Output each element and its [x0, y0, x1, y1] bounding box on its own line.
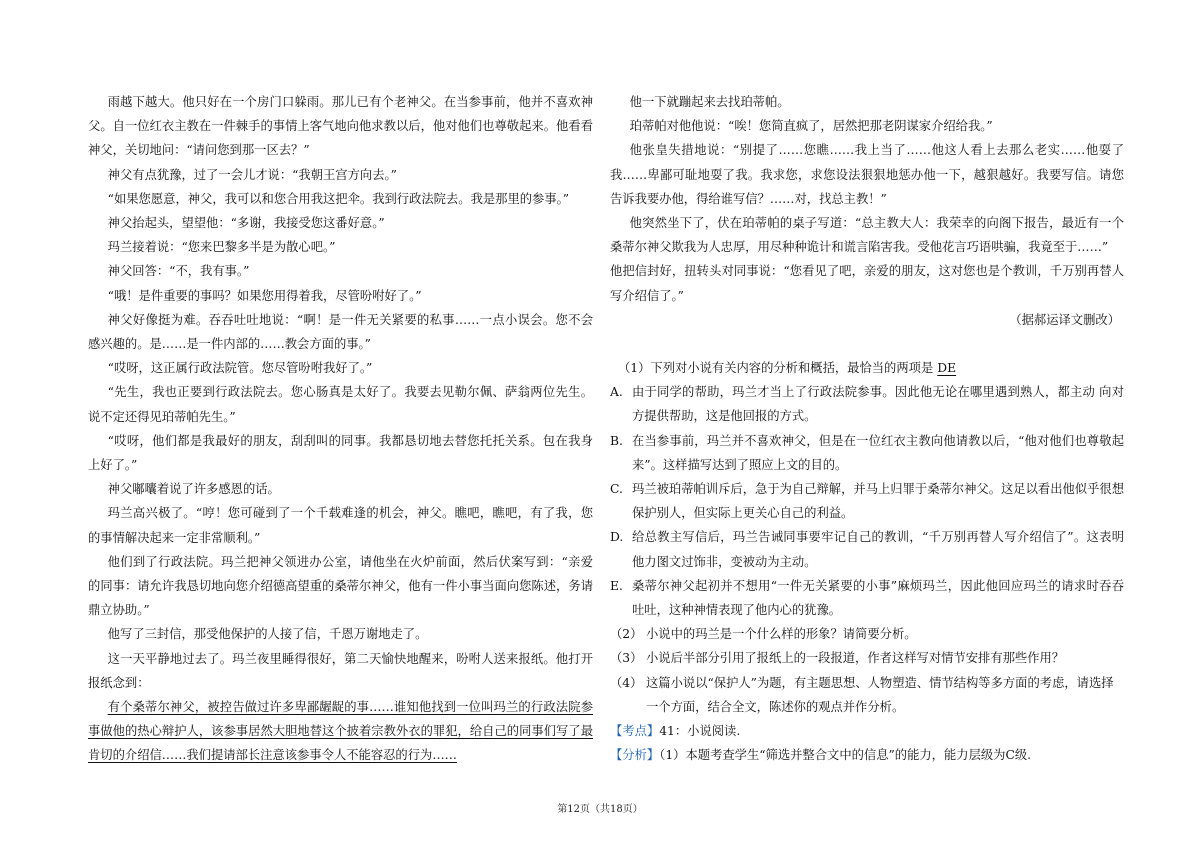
question-4: （4） 这篇小说以“保护人”为题，有主题思想、人物塑造、情节结构等多方面的考虑，请选择一个方面，结合全文，陈述你的观点并作分析。 — [610, 675, 1114, 714]
newspaper-quote: 有个桑蒂尔神父，被控告做过许多卑鄙龌龊的事……谁知他找到一位叫玛兰的行政法院参事做他的热心辩护人，该参事居然大胆地替这个披着宗教外衣的罪犯，给自己的同事们写了最肯切的介绍信……我们提请部长注意该参事令人不能容忍的行为…… — [88, 700, 593, 763]
paragraph: 他一下就蹦起来去找珀蒂帕。 — [629, 95, 790, 109]
left-column — [88, 90, 593, 768]
page-footer: 第12页（共18页） — [557, 804, 643, 815]
source-note: （据郝运译文删改） — [1009, 312, 1120, 327]
paragraph: 珀蒂帕对他他说：“唉！您简直疯了，居然把那老阴谋家介绍给我。” — [629, 119, 993, 134]
paragraph: 这一天平静地过去了。玛兰夜里睡得很好，第二天愉快地醒来，吩咐人送来报纸。他打开报纸念到： — [88, 651, 593, 690]
paragraph: 他把信封好，扭转头对同事说：“您看见了吧，亲爱的朋友，这对您也是个教训，千万别再替人写介绍信了。” — [610, 264, 1124, 303]
option-b: B. 在当参事前，玛兰并不喜欢神父，但是在一位红衣主教向他请教以后，“他对他们也尊敬起来”。这样描写达到了照应上文的目的。 — [610, 433, 1124, 472]
kaodian-line: 【考点】41：小说阅读. — [610, 724, 741, 739]
paragraph: “如果您愿意，神父，我可以和您合用我这把伞。我到行政法院去。我是那里的参事。” — [107, 191, 570, 206]
fenxi-tag: 【分析】 — [610, 748, 660, 763]
paragraph: 神父有点犹豫，过了一会儿才说：“我朝王宫方向去。” — [107, 167, 397, 182]
paragraph: 雨越下越大。他只好在一个房门口躲雨。那儿已有个老神父。在当参事前，他并不喜欢神父。自一位红衣主教在一件棘手的事情上客气地向他求教以后，他对他们也尊敬起来。他看看神父，关切地问：“请问您到那一区去？” — [88, 95, 593, 158]
kaodian-tag: 【考点】 — [610, 724, 660, 739]
paragraph: 他突然坐下了，伏在珀蒂帕的桌子写道：“总主教大人：我荣幸的向阁下报告，最近有一个桑蒂尔神父欺我为人忠厚，用尽种种诡计和谎言陷害我。受他花言巧语哄骗，我竟至于……” — [610, 216, 1124, 255]
paragraph: “哎呀，他们都是我最好的朋友，刮刮叫的同事。我都恳切地去替您托托关系。包在我身上好了。” — [88, 433, 593, 473]
question-1: （1）下列对小说有关内容的分析和概括，最恰当的两项是 DE — [610, 356, 1124, 380]
paragraph: 神父抬起头，望望他：“多谢，我接受您这番好意。” — [107, 216, 385, 231]
paragraph: 神父好像挺为难。吞吞吐吐地说：“啊！是一件无关紧要的私事……一点小误会。您不会感兴趣的。是……是一件内部的……教会方面的事。” — [88, 312, 593, 352]
paragraph: 他们到了行政法院。玛兰把神父领进办公室，请他坐在火炉前面，然后伏案写到：“亲爱的同事：请允许我恳切地向您介绍德高望重的桑蒂尔神父，他有一件小事当面向您陈述，务请鼎立协助。” — [88, 554, 593, 618]
option-c: C. 玛兰被珀蒂帕训斥后，急于为自己辩解，并马上归罪于桑蒂尔神父。这足以看出他似乎很想保护别人，但实际上更关心自己的利益。 — [610, 482, 1124, 521]
paragraph: “先生，我也正要到行政法院去。您心肠真是太好了。我要去见勒尔佩、萨翁两位先生。说不定还得见珀蒂帕先生。” — [88, 385, 593, 424]
paragraph: 神父嘟囔着说了许多感恩的话。 — [107, 482, 280, 497]
fenxi-line: 【分析】（1）本题考查学生“筛选并整合文中的信息”的能力，能力层级为C级. — [610, 748, 1032, 763]
answer-blank: DE — [937, 361, 957, 376]
paragraph: “哦！是件重要的事吗？如果您用得着我，尽管吩咐好了。” — [107, 288, 422, 303]
question-3: （3） 小说后半部分引用了报纸上的一段报道，作者这样写对情节安排有那些作用？ — [610, 651, 1065, 666]
paragraph: 玛兰高兴极了。“哼！您可碰到了一个千载难逢的机会，神父。瞧吧，瞧吧，有了我，您的事情解决起来一定非常顺利。” — [88, 506, 593, 545]
option-e: E. 桑蒂尔神父起初并不想用“一件无关紧要的小事”麻烦玛兰，因此他回应玛兰的请求时吞吞吐吐，这种神情表现了他内心的犹豫。 — [610, 578, 1124, 618]
option-d: D. 给总教主写信后，玛兰告诫同事要牢记自己的教训，“千万别再替人写介绍信了”。这表明他力图文过饰非，变被动为主动。 — [610, 530, 1124, 569]
paragraph: “哎呀，这正属行政法院管。您尽管吩咐我好了。” — [107, 361, 373, 376]
paragraph: 玛兰接着说：“您来巴黎多半是为散心吧。” — [107, 240, 336, 255]
paragraph: 他张皇失措地说：“别提了……您瞧……我上当了……他这人看上去那么老实……他耍了我……卑鄙可耻地耍了我。我求您，求您设法狠狠地惩办他一下，越狠越好。我要写信。请您告诉我要办他，得给谁写信？……对，找总主教！” — [610, 143, 1124, 206]
paragraph: 神父回答：“不，我有事。” — [107, 264, 250, 279]
question-2: （2） 小说中的玛兰是一个什么样的形象？请简要分析。 — [610, 627, 917, 642]
option-a: A. 由于同学的帮助，玛兰才当上了行政法院参事。因此他无论在哪里遇到熟人，都主动 向对方提供帮助，这是他回报的方式。 — [610, 385, 1124, 424]
paragraph: 他写了三封信，那受他保护的人接了信，千恩万谢地走了。 — [107, 627, 428, 642]
right-column — [610, 90, 1124, 767]
